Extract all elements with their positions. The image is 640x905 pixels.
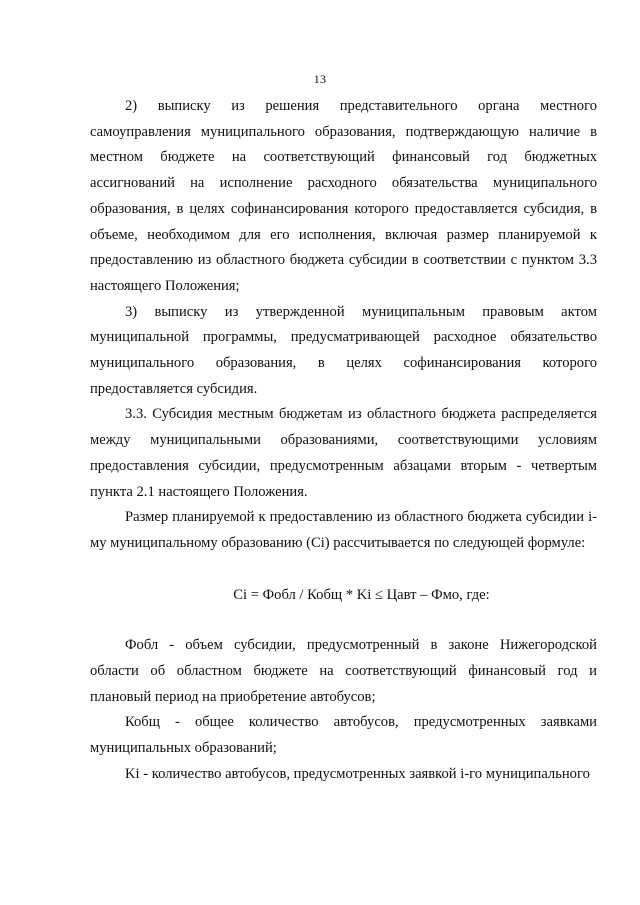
definition-kobshch: Кобщ - общее количество автобусов, предусмотренных заявками муниципальных образований; xyxy=(90,714,597,757)
definition-ki: Ki - количество автобусов, предусмотренных заявкой i-го муниципального xyxy=(125,765,590,782)
definition-fobl: Фобл - объем субсидии, предусмотренный в законе Нижегородской области об областном бюджете на соответствующий финансовый год и плановый период на приобретение автобусов; xyxy=(90,637,597,705)
paragraph-item-3: 3) выписку из утвержденной муниципальным правовым актом муниципальной программы, предусматривающей расходное обязательство муниципального образования, в целях софинансирования которого предоставляется субсидия. xyxy=(90,303,597,397)
document-body xyxy=(90,94,597,788)
spacer xyxy=(90,557,597,583)
paragraph-section-3-3: 3.3. Субсидия местным бюджетам из областного бюджета распределяется между муниципальными образованиями, соответствующими условиям предоставления субсидии, предусмотренным абзацами вторым - четвертым пункта 2.1 настоящего Положения. xyxy=(90,406,597,500)
spacer xyxy=(90,608,597,633)
paragraph-subsidy-size: Размер планируемой к предоставлению из областного бюджета субсидии i-му муниципальному образованию (Ci) рассчитывается по следующей формуле: xyxy=(90,509,597,551)
subsidy-formula: Ci = Фобл / Кобщ * Ki ≤ Цавт – Фмо, где: xyxy=(233,586,490,603)
page-number: 13 xyxy=(313,72,327,86)
paragraph-item-2: 2) выписку из решения представительного органа местного самоуправления муниципального образования, подтверждающую наличие в местном бюджете на соответствующий финансовый год бюджетных ассигнований на исполнение расходного обязательства муниципального образования, в целях софинансирования которого предоставляется субсидия, в объеме, необходимом для его исполнения, включая размер планируемой к предоставлению из областного бюджета субсидии в соответствии с пунктом 3.3 настоящего Положения; xyxy=(90,98,597,294)
